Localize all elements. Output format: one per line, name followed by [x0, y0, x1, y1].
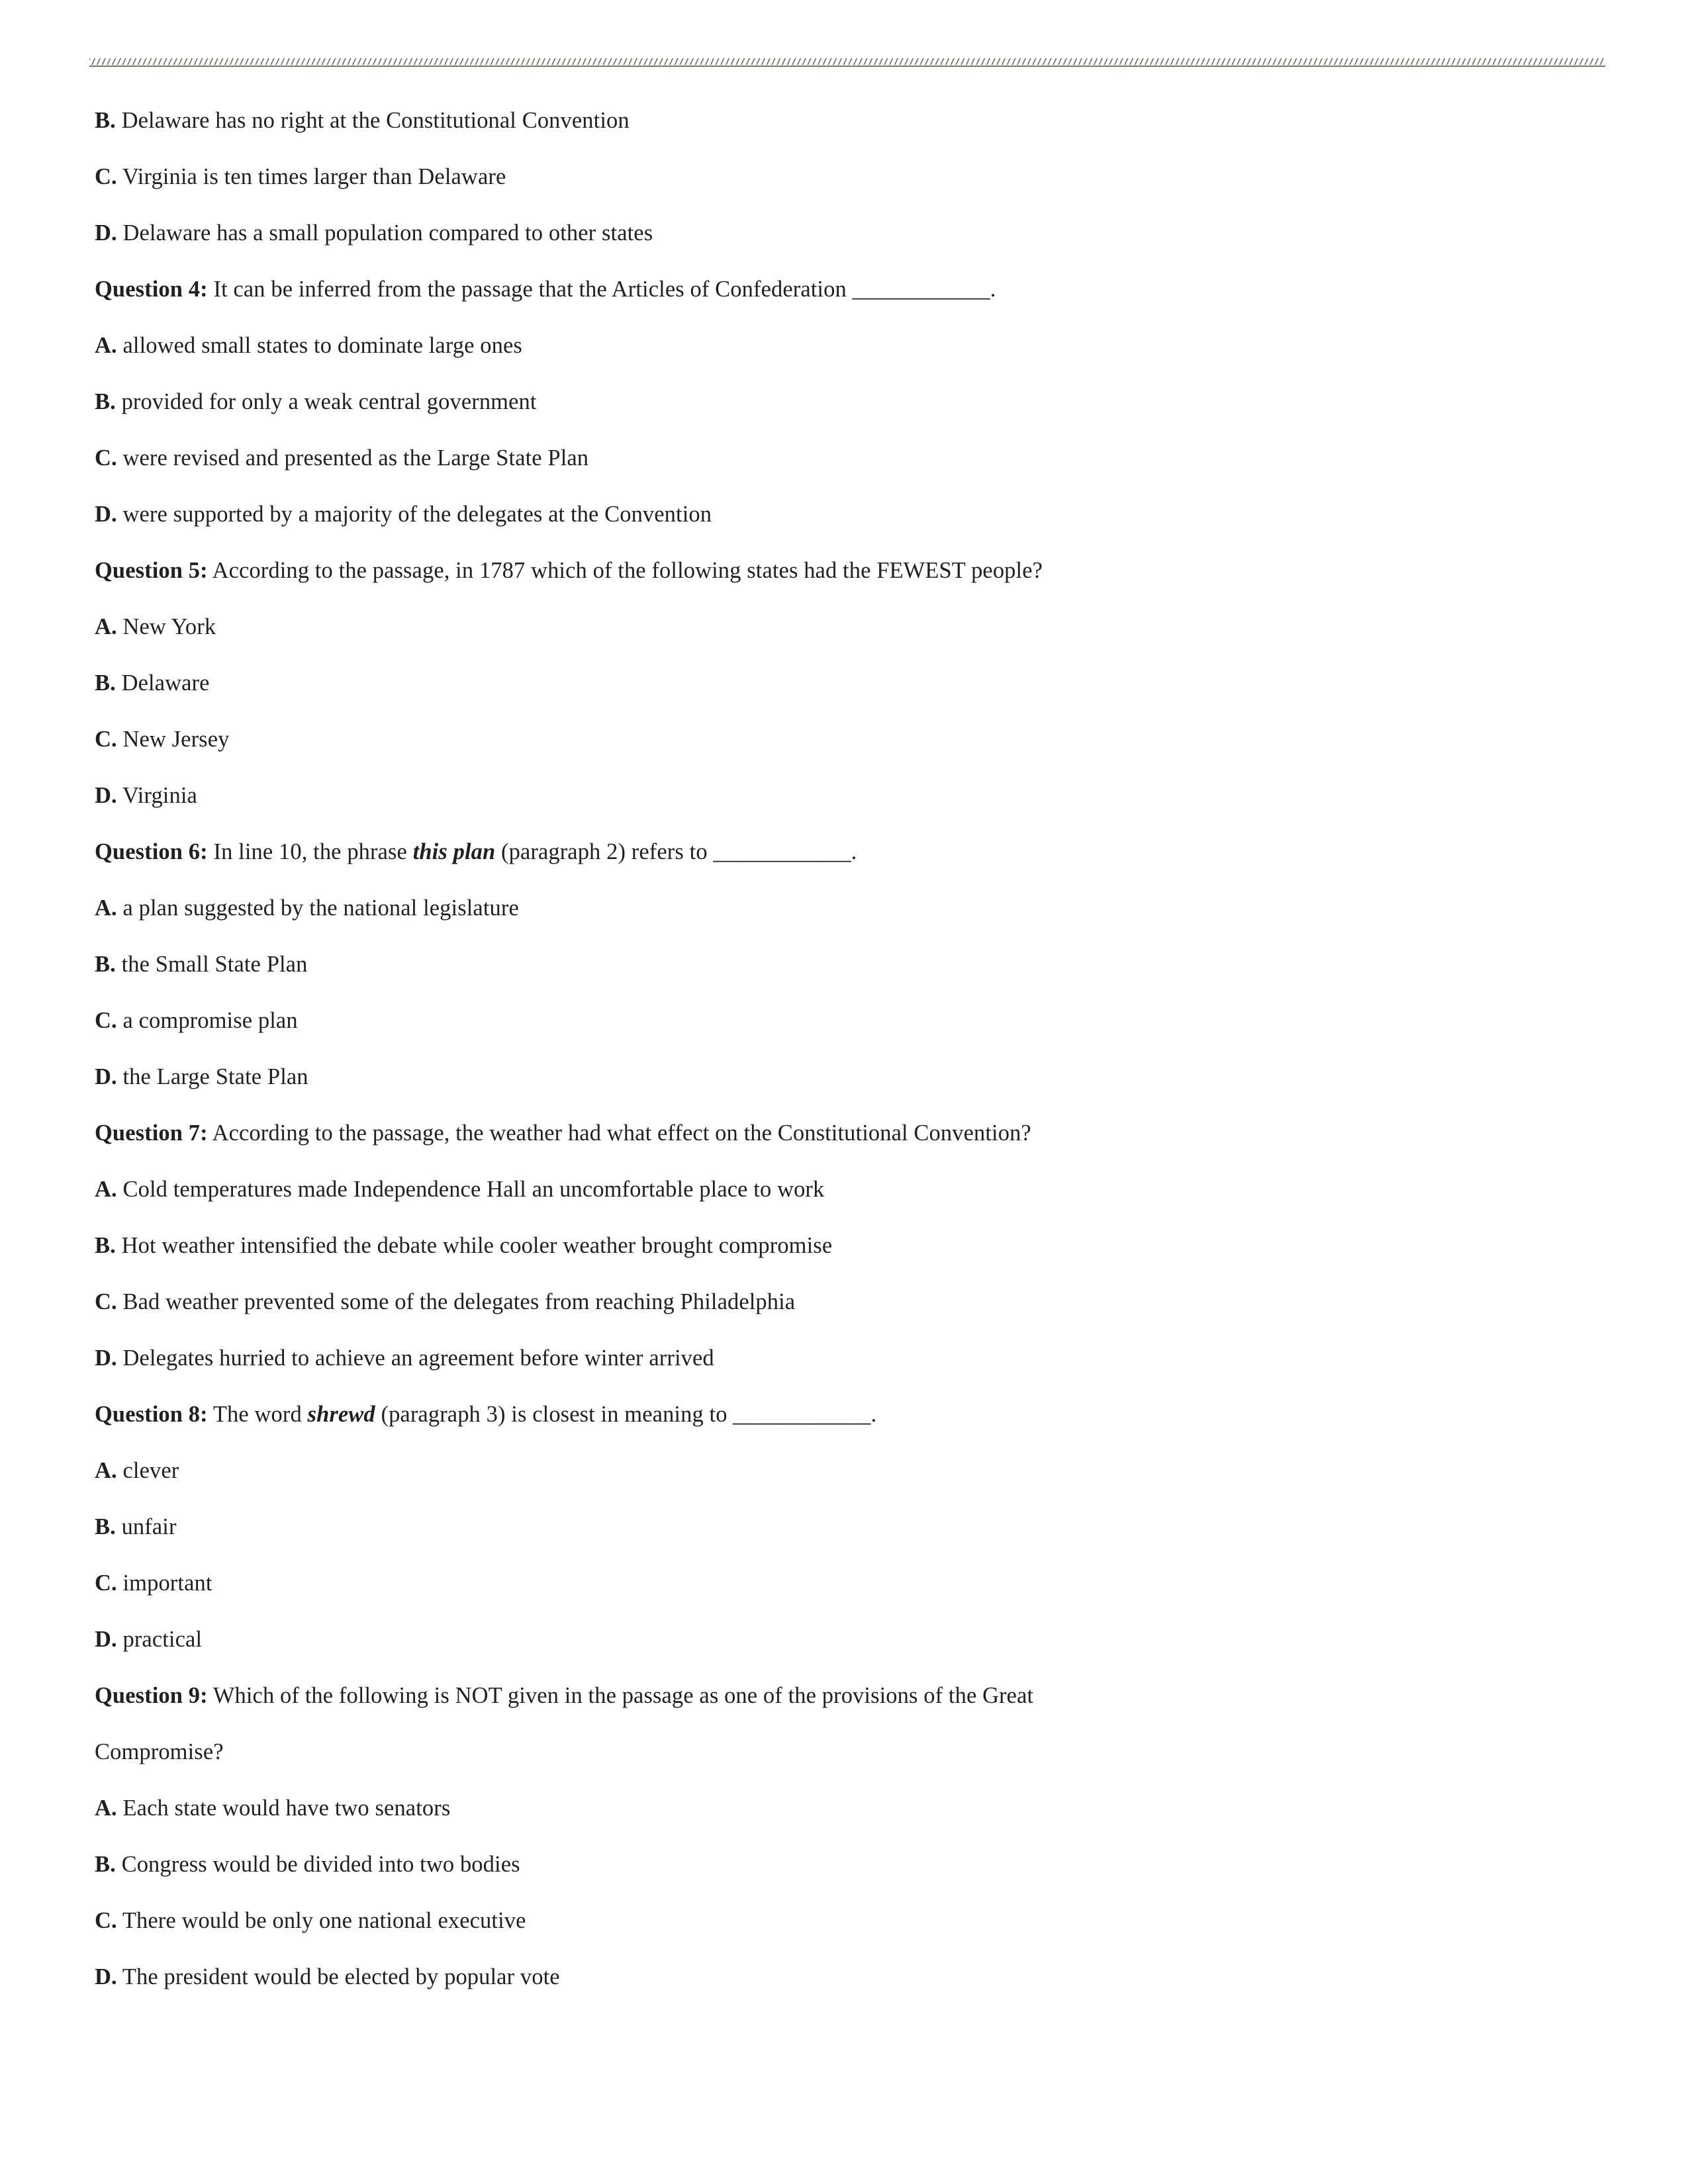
question-stem [95, 1387, 1597, 1443]
question-stem-continuation: Compromise? [95, 1739, 224, 1764]
question-number: Question 8: [95, 1402, 208, 1427]
option-label: D. [95, 220, 117, 246]
question-number: Question 4: [95, 277, 208, 302]
answer-option [95, 993, 1597, 1049]
answer-option [95, 93, 1597, 149]
option-label: A. [95, 614, 117, 639]
option-label: A. [95, 1458, 117, 1483]
hatched-rule [89, 58, 1605, 65]
question-text: According to the passage, in 1787 which of the following states had the FEWEST people? [207, 558, 1043, 583]
question-number: Question 6: [95, 839, 208, 864]
option-text: New York [122, 614, 216, 639]
option-text: New Jersey [122, 727, 230, 752]
option-text: Delaware has a small population compared to other states [122, 220, 653, 246]
answer-option [95, 486, 1597, 543]
question-number: Question 5: [95, 558, 208, 583]
answer-option [95, 430, 1597, 486]
option-label: C. [95, 1570, 117, 1596]
answer-option [95, 1330, 1597, 1387]
question-stem [95, 1105, 1597, 1161]
question-block [95, 1105, 1597, 1387]
option-text: the Small State Plan [121, 952, 308, 977]
question-block [95, 543, 1597, 824]
question-text-before: In line 10, the phrase [207, 839, 413, 864]
question-text: According to the passage, the weather had what effect on the Constitutional Convention? [207, 1120, 1031, 1146]
option-text: important [122, 1570, 212, 1596]
answer-option [95, 1274, 1597, 1330]
option-text: Cold temperatures made Independence Hall an uncomfortable place to work [122, 1177, 825, 1202]
question-emphasis: this plan [412, 839, 496, 864]
answer-option [95, 599, 1597, 655]
option-label: D. [95, 1345, 117, 1371]
option-label: B. [95, 670, 116, 696]
option-text: practical [122, 1627, 203, 1652]
question-number: Question 9: [95, 1683, 208, 1708]
answer-option [95, 205, 1597, 261]
option-text: Delaware [121, 670, 210, 696]
question-stem [95, 543, 1597, 599]
answer-option [95, 1218, 1597, 1274]
option-label: D. [95, 502, 117, 527]
option-text: Hot weather intensified the debate while cooler weather brought compromise [121, 1233, 833, 1258]
option-label: A. [95, 1177, 117, 1202]
option-text: were supported by a majority of the delegates at the Convention [122, 502, 712, 527]
question-stem [95, 824, 1597, 880]
option-label: B. [95, 108, 116, 133]
answer-option [95, 1161, 1597, 1218]
option-label: D. [95, 1964, 117, 1989]
option-label: C. [95, 1008, 117, 1033]
question-block [95, 1387, 1597, 1668]
question-block [95, 1668, 1597, 2005]
answer-option [95, 149, 1597, 205]
option-label: A. [95, 333, 117, 358]
question-block [95, 261, 1597, 543]
option-text: Delegates hurried to achieve an agreement before winter arrived [122, 1345, 714, 1371]
option-text: Bad weather prevented some of the delegates from reaching Philadelphia [122, 1289, 796, 1314]
option-label: C. [95, 727, 117, 752]
answer-option [95, 318, 1597, 374]
question-emphasis: shrewd [307, 1402, 375, 1427]
answer-option [95, 1949, 1597, 2005]
question-number: Question 7: [95, 1120, 208, 1146]
option-label: A. [95, 1796, 117, 1821]
answer-option [95, 1837, 1597, 1893]
option-label: B. [95, 389, 116, 414]
option-label: A. [95, 895, 117, 921]
option-text: provided for only a weak central government [121, 389, 537, 414]
answer-option [95, 374, 1597, 430]
option-label: C. [95, 1908, 117, 1933]
option-label: D. [95, 1627, 117, 1652]
question-text: It can be inferred from the passage that the Articles of Confederation ____________. [207, 277, 996, 302]
question-text: Which of the following is NOT given in the passage as one of the provisions of the Great [207, 1683, 1034, 1708]
option-text: clever [122, 1458, 179, 1483]
option-text: There would be only one national executive [122, 1908, 526, 1933]
page-content [95, 93, 1597, 2005]
option-text: Congress would be divided into two bodies [121, 1852, 520, 1877]
answer-option [95, 880, 1597, 936]
option-label: D. [95, 783, 117, 808]
option-label: B. [95, 1514, 116, 1539]
answer-option [95, 1893, 1597, 1949]
answer-option [95, 1555, 1597, 1612]
option-text: unfair [121, 1514, 177, 1539]
answer-option [95, 1049, 1597, 1105]
answer-option [95, 655, 1597, 711]
option-text: Virginia is ten times larger than Delaware [122, 164, 506, 189]
option-text: the Large State Plan [122, 1064, 308, 1089]
option-label: C. [95, 1289, 117, 1314]
option-text: allowed small states to dominate large ones [122, 333, 522, 358]
question-stem [95, 1668, 1597, 1724]
question-stem [95, 261, 1597, 318]
answer-option [95, 1499, 1597, 1555]
question-text-before: The word [207, 1402, 308, 1427]
solid-rule [89, 66, 1605, 67]
question-text-after: (paragraph 2) refers to ____________. [495, 839, 857, 864]
option-text: Virginia [122, 783, 197, 808]
option-label: C. [95, 164, 117, 189]
option-text: were revised and presented as the Large State Plan [122, 445, 589, 471]
question-block [95, 824, 1597, 1105]
option-text: The president would be elected by popular vote [122, 1964, 560, 1989]
option-text: Each state would have two senators [122, 1796, 451, 1821]
answer-option [95, 936, 1597, 993]
question-text-after: (paragraph 3) is closest in meaning to ____________. [375, 1402, 877, 1427]
option-label: B. [95, 952, 116, 977]
option-text: a plan suggested by the national legislature [122, 895, 519, 921]
option-label: D. [95, 1064, 117, 1089]
option-label: B. [95, 1852, 116, 1877]
option-text: Delaware has no right at the Constitutional Convention [121, 108, 630, 133]
answer-option [95, 768, 1597, 824]
page-top-rule [89, 58, 1605, 68]
answer-option [95, 1443, 1597, 1499]
answer-option [95, 711, 1597, 768]
answer-option [95, 1780, 1597, 1837]
option-label: C. [95, 445, 117, 471]
option-label: B. [95, 1233, 116, 1258]
answer-option [95, 1612, 1597, 1668]
option-text: a compromise plan [122, 1008, 298, 1033]
